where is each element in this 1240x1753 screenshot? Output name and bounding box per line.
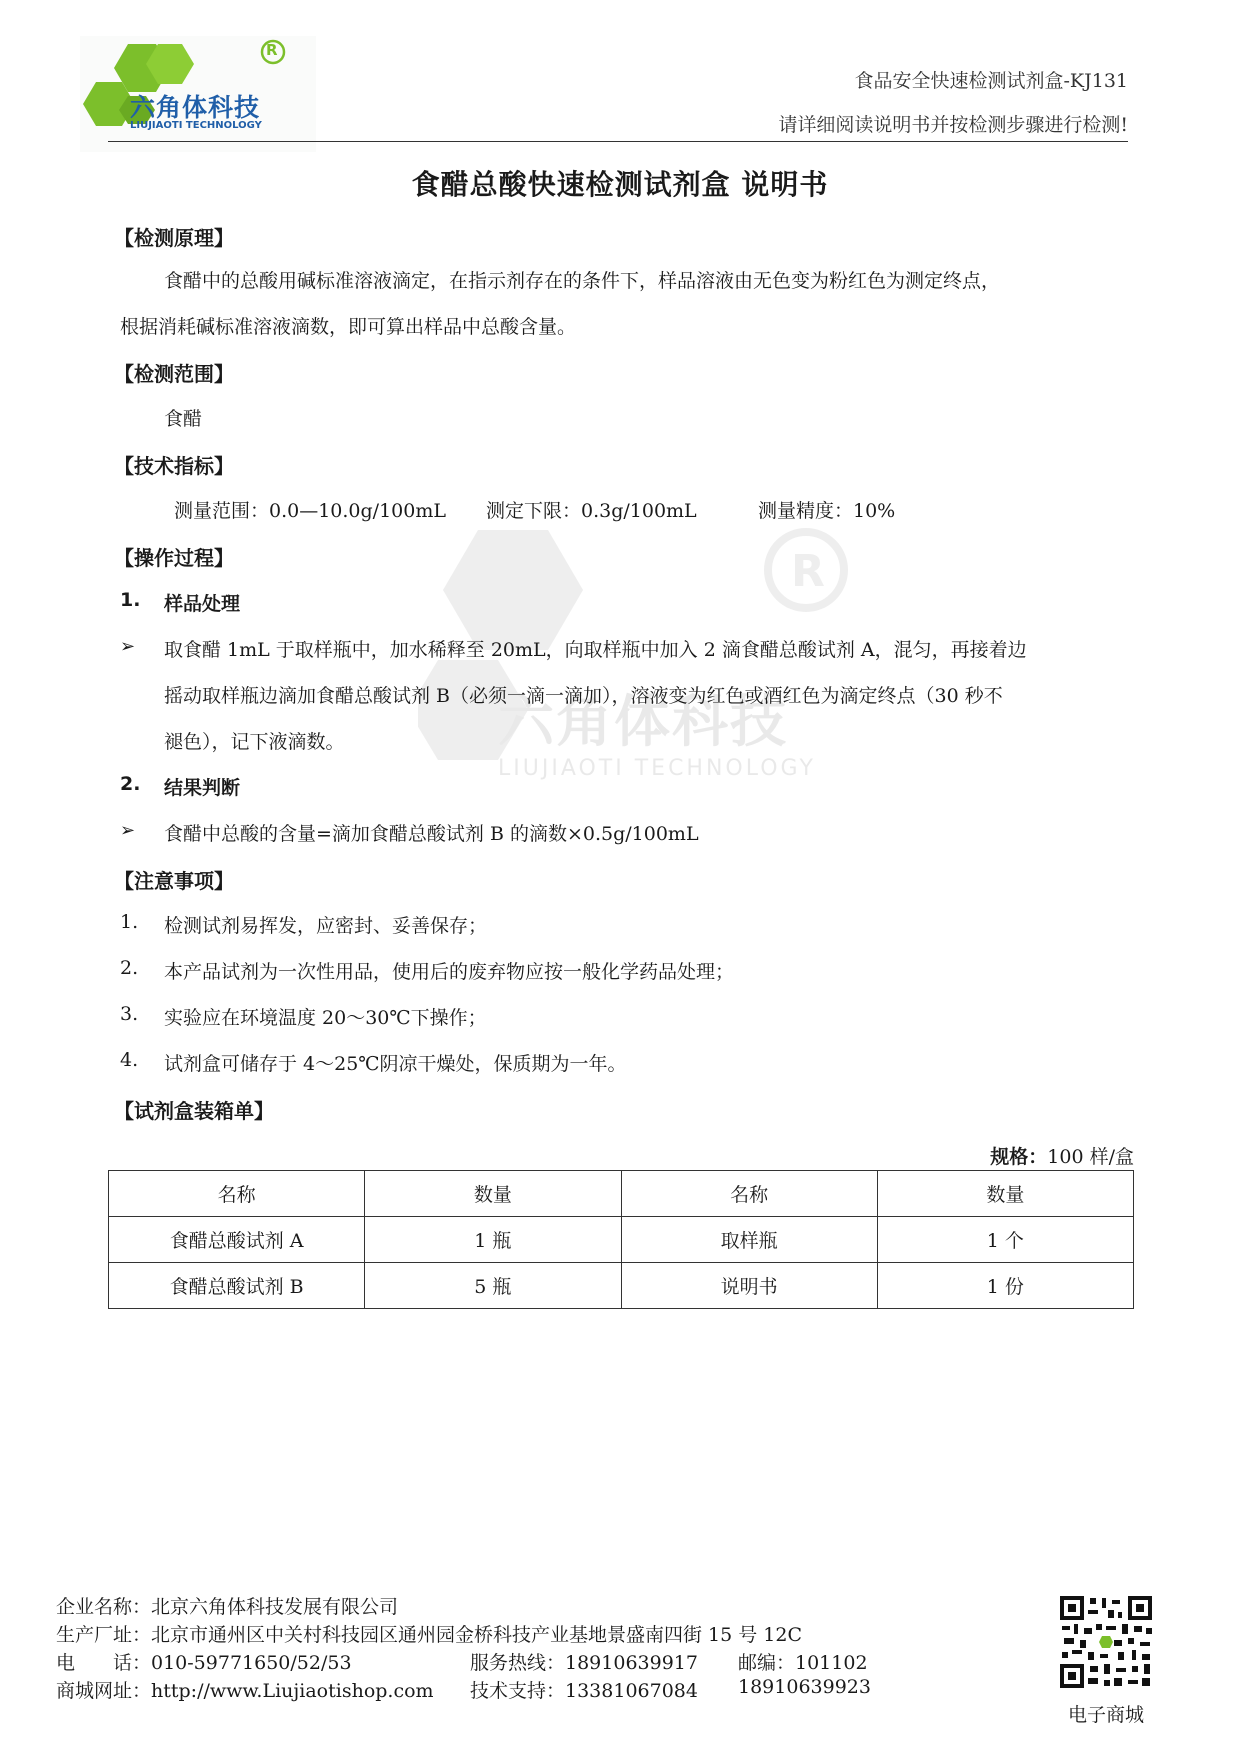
step-1-number: 1. [120, 589, 141, 611]
table-header-cell: 数量 [877, 1171, 1133, 1217]
table-cell: 1 个 [877, 1217, 1133, 1263]
table-cell: 5 瓶 [365, 1263, 621, 1309]
watermark-brand-cn: 六角体科技 [498, 690, 788, 755]
table-row [109, 1217, 1134, 1263]
footer-support: 技术支持：13381067084 [470, 1680, 698, 1702]
header-notice: 请详细阅读说明书并按检测步骤进行检测! [778, 114, 1128, 136]
product-code: 食品安全快速检测试剂盒-KJ131 [854, 70, 1128, 92]
qr-caption: 电子商城 [1067, 1704, 1144, 1726]
table-cell: 说明书 [621, 1263, 877, 1309]
packing-table [108, 1170, 1134, 1309]
watermark-logo [418, 520, 858, 810]
registered-mark: R [266, 41, 278, 59]
step-1-line-2: 摇动取样瓶边滴加食醋总酸试剂 B（必须一滴一滴加），溶液变为红色或酒红色为滴定终点（30 秒不 [164, 685, 1003, 707]
spec-range: 测量范围：0.0—10.0g/100mL [174, 500, 446, 522]
footer-hotline: 服务热线：18910639917 [470, 1652, 698, 1674]
packing-heading: 【试剂盒装箱单】 [114, 1099, 274, 1123]
principle-line-2: 根据消耗碱标准溶液滴数，即可算出样品中总酸含量。 [120, 316, 577, 338]
step-1-line-3: 褪色），记下液滴数。 [164, 731, 345, 753]
note-number: 2. [120, 957, 139, 979]
spec-value: 100 样/盒 [1047, 1146, 1134, 1168]
table-header-cell: 数量 [365, 1171, 621, 1217]
footer-website[interactable]: 商城网址：http://www.Liujiaotishop.com [56, 1680, 434, 1702]
step-2-title: 结果判断 [164, 777, 241, 799]
svg-text:R: R [791, 546, 825, 597]
table-header-cell: 名称 [621, 1171, 877, 1217]
packing-spec [990, 1142, 1134, 1169]
table-cell: 1 份 [877, 1263, 1133, 1309]
spec-limit: 测定下限：0.3g/100mL [486, 500, 697, 522]
brand-name-en: LIUJIAOTI TECHNOLOGY [130, 120, 262, 131]
principle-line-1: 食醋中的总酸用碱标准溶液滴定，在指示剂存在的条件下，样品溶液由无色变为粉红色为测定终点， [164, 270, 1001, 292]
step-2-text: 食醋中总酸的含量=滴加食醋总酸试剂 B 的滴数×0.5g/100mL [164, 823, 699, 845]
specs-heading: 【技术指标】 [114, 454, 234, 478]
step-1-title: 样品处理 [164, 593, 241, 615]
step-1-line-1: 取食醋 1mL 于取样瓶中，加水稀释至 20mL，向取样瓶中加入 2 滴食醋总酸试剂 A，混匀，再接着边 [164, 639, 1027, 661]
procedure-heading: 【操作过程】 [114, 546, 234, 570]
qr-code-icon[interactable] [1058, 1594, 1154, 1690]
footer-company: 企业名称：北京六角体科技发展有限公司 [56, 1596, 399, 1618]
note-number: 1. [120, 911, 139, 933]
table-cell: 取样瓶 [621, 1217, 877, 1263]
table-cell: 1 瓶 [365, 1217, 621, 1263]
header-divider [108, 141, 1128, 142]
scope-heading: 【检测范围】 [114, 362, 234, 386]
arrow-bullet-icon: ➢ [120, 636, 136, 657]
footer-support-2: 18910639923 [738, 1676, 871, 1698]
table-header-row [109, 1171, 1134, 1217]
watermark-brand-en: LIUJIAOTI TECHNOLOGY [498, 756, 816, 781]
spec-label: 规格： [990, 1146, 1048, 1168]
arrow-bullet-icon: ➢ [120, 820, 136, 841]
notes-heading: 【注意事项】 [114, 869, 234, 893]
table-cell: 食醋总酸试剂 A [109, 1217, 365, 1263]
brand-name-cn: 六角体科技 [130, 93, 261, 122]
footer-address: 生产厂址：北京市通州区中关村科技园区通州园金桥科技产业基地景盛南四街 15 号 12C [56, 1624, 803, 1646]
note-number: 3. [120, 1003, 139, 1025]
step-2-number: 2. [120, 773, 141, 795]
table-cell: 食醋总酸试剂 B [109, 1263, 365, 1309]
note-item: 检测试剂易挥发，应密封、妥善保存； [164, 915, 488, 937]
spec-precision: 测量精度：10% [758, 500, 896, 522]
note-item: 试剂盒可储存于 4～25℃阴凉干燥处，保质期为一年。 [164, 1053, 627, 1075]
note-item: 本产品试剂为一次性用品，使用后的废弃物应按一般化学药品处理； [164, 961, 735, 983]
table-row [109, 1263, 1134, 1309]
company-logo [80, 36, 316, 152]
note-number: 4. [120, 1049, 139, 1071]
footer-phone: 电 话：010-59771650/52/53 [56, 1652, 352, 1674]
scope-text: 食醋 [164, 408, 203, 430]
footer-postcode: 邮编：101102 [738, 1652, 868, 1674]
note-item: 实验应在环境温度 20～30℃下操作； [164, 1007, 487, 1029]
principle-heading: 【检测原理】 [114, 226, 234, 250]
table-header-cell: 名称 [109, 1171, 365, 1217]
document-title: 食醋总酸快速检测试剂盒 说明书 [411, 168, 829, 201]
